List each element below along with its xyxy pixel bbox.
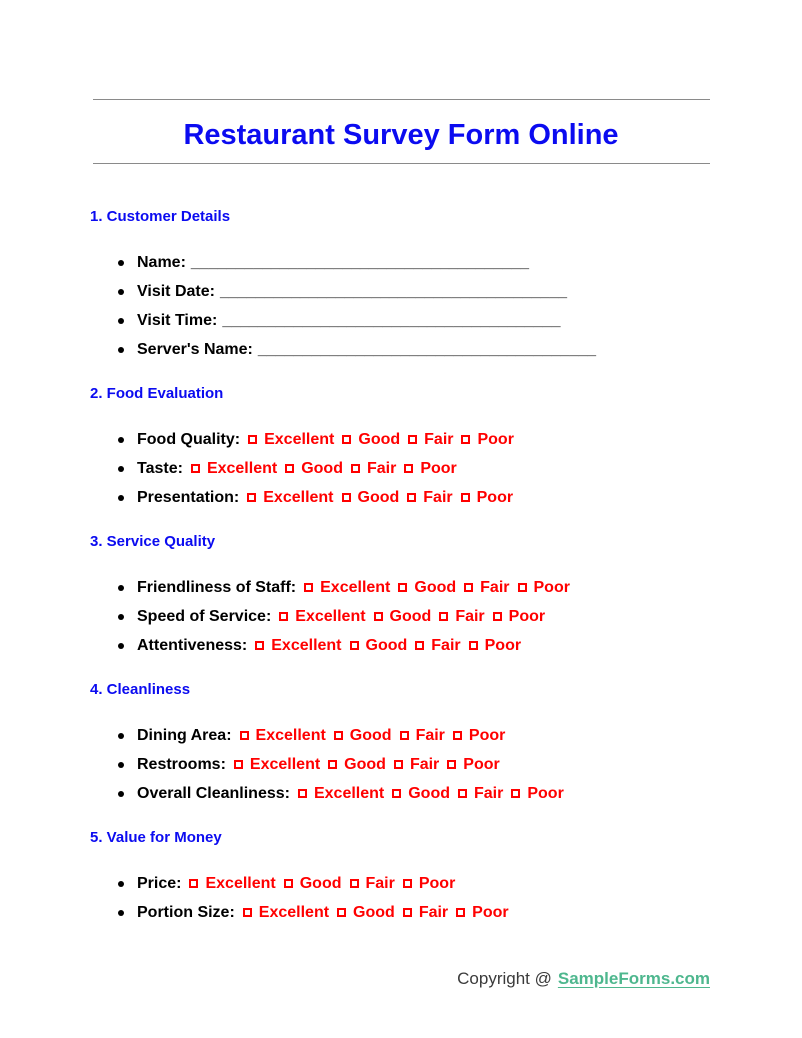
rating-option (518, 579, 570, 596)
footer (0, 967, 710, 991)
rating-row (137, 898, 710, 927)
rating-option-label: Fair (424, 431, 454, 448)
rating-option-label: Good (389, 608, 432, 625)
field-label: Server's Name: (137, 341, 253, 358)
section-4 (90, 680, 710, 808)
rating-option (337, 904, 395, 921)
page-title: Restaurant Survey Form Online (183, 119, 619, 151)
checkbox-icon[interactable] (189, 879, 198, 888)
fill-in-row (137, 248, 710, 277)
field-label: Speed of Service: (137, 608, 272, 625)
rating-option (285, 460, 343, 477)
checkbox-icon[interactable] (351, 464, 360, 473)
checkbox-icon[interactable] (398, 583, 407, 592)
rating-option-label: Poor (476, 489, 514, 506)
rating-option (342, 431, 400, 448)
checkbox-icon[interactable] (456, 908, 465, 917)
rating-option (304, 579, 390, 596)
rating-row (137, 425, 710, 454)
rating-option (191, 460, 277, 477)
rating-option (240, 727, 326, 744)
rating-option (342, 489, 400, 506)
rating-row (137, 631, 710, 660)
rating-option-label: Good (365, 637, 408, 654)
fill-in-blank[interactable]: _______________________________________ (219, 283, 567, 300)
fill-in-blank[interactable]: ______________________________________ (222, 312, 561, 329)
rating-option (461, 489, 513, 506)
checkbox-icon[interactable] (461, 435, 470, 444)
field-list (90, 425, 710, 512)
checkbox-icon[interactable] (493, 612, 502, 621)
rating-option-label: Excellent (255, 727, 326, 744)
rating-row (137, 573, 710, 602)
rating-option-label: Good (414, 579, 457, 596)
field-label: Presentation: (137, 489, 240, 506)
checkbox-icon[interactable] (247, 493, 256, 502)
checkbox-icon[interactable] (400, 731, 409, 740)
checkbox-icon[interactable] (243, 908, 252, 917)
rating-option (248, 431, 334, 448)
rating-option-label: Poor (508, 608, 546, 625)
rating-option-label: Fair (409, 756, 440, 773)
rating-option-label: Good (299, 875, 342, 892)
checkbox-icon[interactable] (350, 879, 359, 888)
rating-option-label: Good (358, 431, 401, 448)
checkbox-icon[interactable] (392, 789, 401, 798)
rating-option (458, 785, 503, 802)
fill-in-row (137, 277, 710, 306)
rating-option-label: Poor (527, 785, 564, 802)
rating-option-label: Excellent (258, 904, 330, 921)
fill-in-row (137, 306, 710, 335)
field-list (90, 573, 710, 660)
rating-option (243, 904, 329, 921)
rating-option (392, 785, 450, 802)
checkbox-icon[interactable] (285, 464, 294, 473)
checkbox-icon[interactable] (439, 612, 448, 621)
checkbox-icon[interactable] (350, 641, 359, 650)
field-label: Friendliness of Staff: (137, 579, 297, 596)
rating-option (461, 431, 513, 448)
checkbox-icon[interactable] (255, 641, 264, 650)
rating-option-label: Good (408, 785, 450, 802)
horizontal-divider-top (93, 99, 710, 100)
checkbox-icon[interactable] (191, 464, 200, 473)
checkbox-icon[interactable] (337, 908, 346, 917)
field-label: Visit Date: (137, 283, 215, 300)
rating-option (403, 904, 448, 921)
checkbox-icon[interactable] (408, 435, 417, 444)
rating-option-label: Fair (431, 637, 461, 654)
rating-option-label: Fair (415, 727, 445, 744)
rating-option-label: Fair (455, 608, 485, 625)
rating-option (403, 875, 455, 892)
rating-option (374, 608, 432, 625)
horizontal-divider-bottom (93, 163, 710, 164)
rating-option (189, 875, 275, 892)
rating-option (298, 785, 384, 802)
rating-option (279, 608, 365, 625)
rating-option-label: Poor (484, 637, 522, 654)
form-sections (0, 207, 802, 927)
section-heading: 3. Service Quality (90, 533, 216, 550)
rating-option (407, 489, 452, 506)
checkbox-icon[interactable] (374, 612, 383, 621)
rating-option (493, 608, 545, 625)
rating-option (350, 875, 395, 892)
rating-option (234, 756, 320, 773)
rating-option-label: Excellent (295, 608, 366, 625)
field-label: Dining Area: (137, 727, 232, 744)
field-list (90, 869, 710, 927)
fill-in-blank[interactable]: ______________________________________ (190, 254, 530, 271)
checkbox-icon[interactable] (458, 789, 467, 798)
rating-option-label: Fair (365, 875, 395, 892)
checkbox-icon[interactable] (404, 464, 413, 473)
rating-row (137, 779, 710, 808)
checkbox-icon[interactable] (394, 760, 403, 769)
rating-option-label: Poor (463, 756, 500, 773)
rating-option-label: Poor (477, 431, 514, 448)
rating-option-label: Fair (474, 785, 504, 802)
fill-in-row (137, 335, 710, 364)
field-label: Restrooms: (137, 756, 226, 773)
checkbox-icon[interactable] (415, 641, 424, 650)
rating-option-label: Good (344, 756, 386, 773)
rating-option (398, 579, 456, 596)
checkbox-icon[interactable] (284, 879, 293, 888)
rating-option-label: Excellent (205, 875, 276, 892)
rating-option (255, 637, 341, 654)
rating-option-label: Poor (420, 460, 457, 477)
rating-option (334, 727, 392, 744)
checkbox-icon[interactable] (511, 789, 520, 798)
field-label: Attentiveness: (137, 637, 248, 654)
section-2 (90, 384, 710, 512)
section-3 (90, 532, 710, 660)
checkbox-icon[interactable] (453, 731, 462, 740)
checkbox-icon[interactable] (234, 760, 243, 769)
checkbox-icon[interactable] (464, 583, 473, 592)
rating-option-label: Good (353, 904, 395, 921)
checkbox-icon[interactable] (328, 760, 337, 769)
field-list (90, 721, 710, 808)
section-heading: 1. Customer Details (90, 208, 231, 225)
rating-option-label: Poor (418, 875, 456, 892)
rating-option-label: Poor (472, 904, 509, 921)
rating-option-label: Fair (423, 489, 453, 506)
fill-in-blank[interactable]: ______________________________________ (257, 341, 597, 358)
copyright-text: Copyright @ (457, 969, 552, 988)
rating-option-label: Fair (418, 904, 449, 921)
rating-row (137, 483, 710, 512)
rating-option (469, 637, 521, 654)
rating-option (394, 756, 439, 773)
rating-row (137, 869, 710, 898)
section-1 (90, 207, 710, 364)
checkbox-icon[interactable] (447, 760, 456, 769)
rating-option (350, 637, 408, 654)
rating-option (247, 489, 333, 506)
rating-option (328, 756, 386, 773)
rating-row (137, 602, 710, 631)
section-heading: 4. Cleanliness (90, 681, 191, 698)
rating-option-label: Excellent (249, 756, 321, 773)
rating-option (404, 460, 456, 477)
rating-option (464, 579, 509, 596)
section-heading: 5. Value for Money (90, 829, 222, 846)
rating-row (137, 750, 710, 779)
rating-option-label: Excellent (264, 431, 335, 448)
checkbox-icon[interactable] (469, 641, 478, 650)
field-list (90, 248, 710, 364)
checkbox-icon[interactable] (298, 789, 307, 798)
rating-option-label: Poor (533, 579, 570, 596)
section-5 (90, 828, 710, 927)
field-label: Name: (137, 254, 186, 271)
rating-option (400, 727, 445, 744)
field-label: Price: (137, 875, 182, 892)
rating-option-label: Good (349, 727, 392, 744)
rating-option-label: Good (301, 460, 343, 477)
rating-row (137, 721, 710, 750)
rating-option (439, 608, 484, 625)
rating-option-label: Poor (468, 727, 506, 744)
rating-option (284, 875, 342, 892)
checkbox-icon[interactable] (334, 731, 343, 740)
rating-option-label: Fair (366, 460, 397, 477)
rating-row (137, 454, 710, 483)
field-label: Overall Cleanliness: (137, 785, 290, 802)
checkbox-icon[interactable] (342, 435, 351, 444)
checkbox-icon[interactable] (304, 583, 313, 592)
field-label: Taste: (137, 460, 183, 477)
rating-option-label: Excellent (320, 579, 391, 596)
rating-option-label: Good (357, 489, 400, 506)
checkbox-icon[interactable] (240, 731, 249, 740)
field-label: Visit Time: (137, 312, 218, 329)
checkbox-icon[interactable] (403, 879, 412, 888)
rating-option (415, 637, 460, 654)
rating-option (453, 727, 505, 744)
rating-option (511, 785, 563, 802)
rating-option-label: Fair (480, 579, 510, 596)
field-label: Food Quality: (137, 431, 241, 448)
rating-option (408, 431, 453, 448)
field-label: Portion Size: (137, 904, 235, 921)
rating-option-label: Excellent (313, 785, 385, 802)
rating-option-label: Excellent (206, 460, 278, 477)
rating-option (447, 756, 499, 773)
checkbox-icon[interactable] (461, 493, 470, 502)
rating-option-label: Excellent (263, 489, 334, 506)
checkbox-icon[interactable] (342, 493, 351, 502)
rating-option (456, 904, 508, 921)
rating-option-label: Excellent (271, 637, 342, 654)
checkbox-icon[interactable] (403, 908, 412, 917)
checkbox-icon[interactable] (407, 493, 416, 502)
checkbox-icon[interactable] (248, 435, 257, 444)
checkbox-icon[interactable] (518, 583, 527, 592)
checkbox-icon[interactable] (279, 612, 288, 621)
sampleforms-link[interactable]: SampleForms.com (557, 969, 710, 988)
section-heading: 2. Food Evaluation (90, 385, 224, 402)
rating-option (351, 460, 396, 477)
